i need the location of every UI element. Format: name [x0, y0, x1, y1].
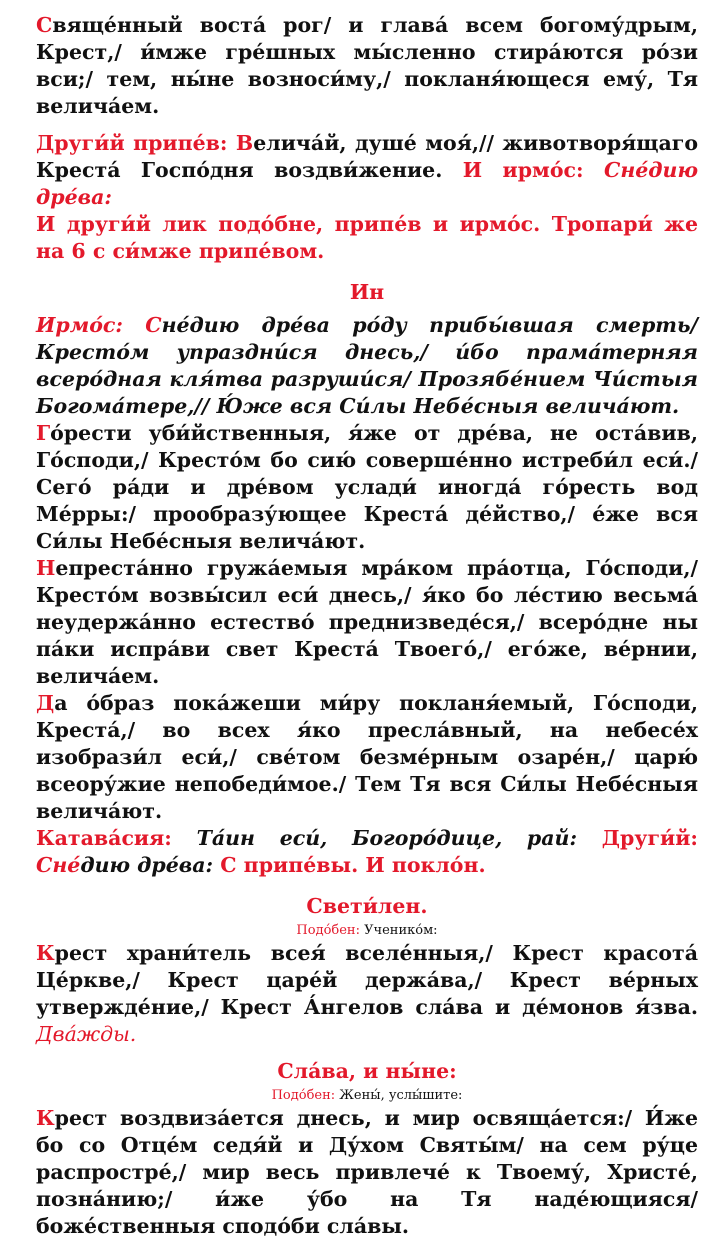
troparion-text: епреста́нно гружа́емыя мра́ком пра́отца, Го́споди,/ Кресто́м возвы́сил еси́ днесь,/ я́ко бо ле́стию весьма́ неудержа́нно естество́ преднизведе́ся,/ всеро́дне ны па́ки испра́ви свет Креста́ Твоего́,/ его́же, ве́рнии, велича́ем. — [36, 556, 698, 688]
rubric-label: Други́й припе́в: В — [36, 131, 254, 155]
irmos-incipit: Сне́дию дре́ва: — [36, 158, 698, 209]
drop-initial: К — [36, 941, 55, 965]
drop-initial: Г — [36, 421, 51, 445]
irmos — [36, 312, 698, 420]
svetilen-text-block — [36, 940, 698, 1048]
rubric-alt-refrain — [36, 130, 698, 211]
svetilen-heading: Свети́лен. — [306, 894, 428, 918]
alt-initial: Сне́ — [36, 853, 81, 877]
slava-text-block — [36, 1105, 698, 1240]
stanza-text: вяще́нный воста́ рог/ и глава́ всем богому́дрым, Крест,/ и́мже гре́шных мы́сленно стира́ются ро́зи вси;/ тем, ны́не возноси́му,/ покланя́ющеся ему́, Тя велича́ем. — [36, 13, 698, 118]
alt-incipit: дию дре́ва: — [80, 853, 214, 877]
podoben-label: Подо́бен: — [271, 1088, 336, 1103]
katavasia-tail: С припе́вы. И покло́н. — [220, 853, 486, 877]
rubric-instruction: И други́й лик подо́бне, припе́в и ирмо́с. Тропари́ же на 6 с си́мже припе́вом. — [36, 212, 698, 263]
refrain-text: елича́й, душе́ моя́,// животворя́щаго Креста́ Госпо́дня воздви́жение. — [36, 131, 698, 182]
troparion-1 — [36, 420, 698, 555]
podoben-text: Жены́, услы́шите: — [339, 1088, 463, 1103]
drop-initial: Н — [36, 556, 56, 580]
katavasia-label: Катава́сия: — [36, 826, 172, 850]
drop-initial: С — [145, 313, 162, 337]
slava-text: рест воздвиза́ется днесь, и мир освяща́ется:/ И́же бо со Отце́м седя́й и Ду́хом Святы́м/ на сем ру́це распростре́,/ мир весь привлече́ к Твоему́, Христе́, позна́нию;/ и́же у́бо на Тя наде́ющияся/ боже́ственныя сподо́би сла́вы. — [36, 1106, 698, 1238]
katavasia-incipit: Та́ин еси́, Богоро́дице, рай: — [196, 826, 578, 850]
katavasia — [36, 825, 698, 879]
podoben-label: Подо́бен: — [296, 923, 360, 938]
drop-initial: Д — [36, 691, 55, 715]
alt-label: Други́й: — [601, 826, 698, 850]
troparion-2 — [36, 555, 698, 690]
svetilen-text: рест храни́тель всея́ вселе́нныя,/ Крест красота́ Це́ркве,/ Крест царе́й держа́ва,/ Крест ве́рных утвержде́ние,/ Крест А́нгелов сла́ва и де́монов я́зва. — [36, 941, 698, 1019]
podoben-line — [36, 922, 698, 940]
drop-initial: К — [36, 1106, 55, 1130]
troparion-text: а о́браз пока́жеши ми́ру покланя́емый, Го́споди, Креста́,/ во всех я́ко пресла́вный, на небесе́х изобрази́л еси́,/ све́том безме́рным озаре́н,/ царю́ всеору́жие непобеди́мое./ Тем Тя вся Си́лы Небе́сныя велича́ют. — [36, 691, 698, 823]
podoben-line — [36, 1087, 698, 1105]
drop-initial: С — [36, 13, 53, 37]
irmos-label: Ирмо́с: — [36, 313, 123, 337]
podoben-text: Ученико́м: — [364, 923, 438, 938]
stanza-1 — [36, 12, 698, 120]
irmos-label: И ирмо́с: — [462, 158, 584, 182]
section-heading-in: Ин — [349, 280, 385, 304]
troparion-3 — [36, 690, 698, 825]
slava-heading: Сла́ва, и ны́не: — [277, 1059, 457, 1083]
troparion-text: о́рести уби́йственныя, я́же от дре́ва, не оста́вив, Го́споди,/ Кресто́м бо сию́ соверше́нно истреби́л еси́./ Сего́ ра́ди и дре́вом услади́ иногда́ го́ресть вод Ме́рры:/ прообразу́ющее Креста́ де́йство,/ е́же вся Си́лы Небе́сныя велича́ют. — [36, 421, 698, 553]
twice-rubric: Два́жды. — [36, 1022, 137, 1046]
irmos-text: не́дию дре́ва ро́ду прибы́вшая смерть/ Кресто́м упраздни́ся днесь,/ и́бо прама́терняя всеро́дная кля́тва разруши́ся/ Прозябе́нием Чи́стыя Богома́тере,// Ю́же вся Си́лы Небе́сныя велича́ют. — [36, 313, 698, 418]
